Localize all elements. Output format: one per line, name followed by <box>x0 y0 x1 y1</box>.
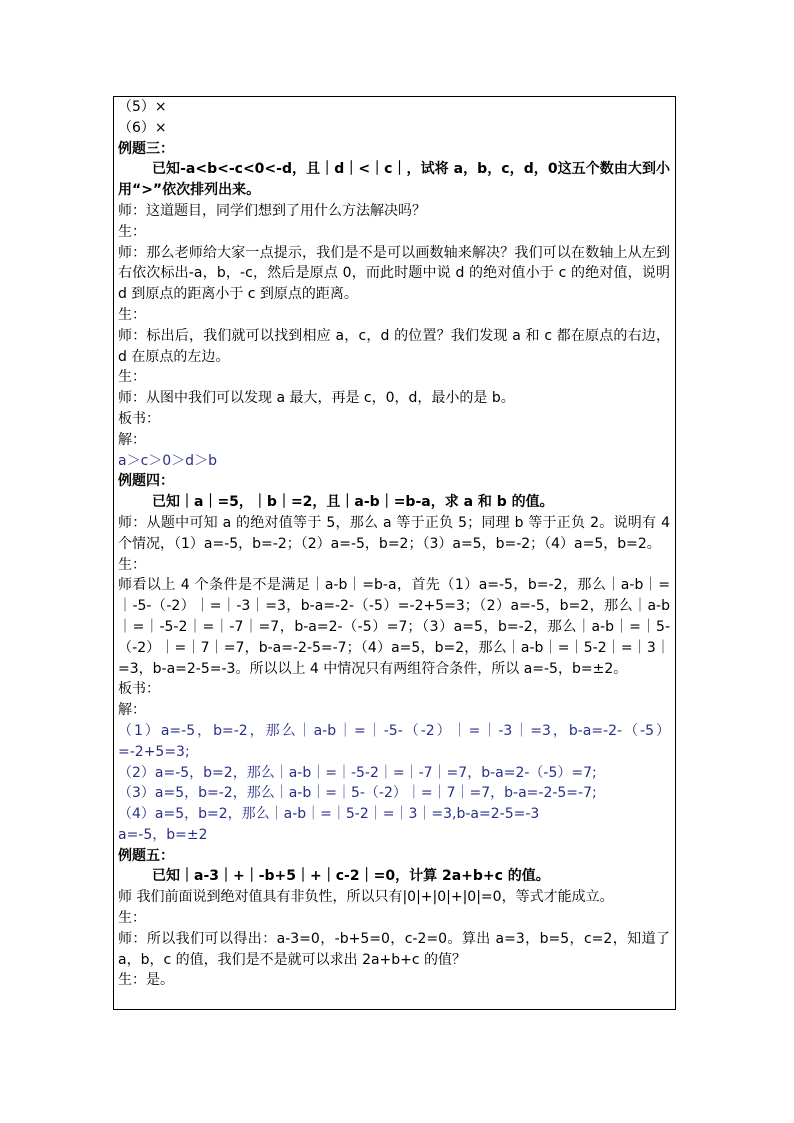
example-4-problem: 已知｜a｜=5，｜b｜=2，且｜a-b｜=b-a，求 a 和 b 的值。 <box>152 494 554 511</box>
solution-order: a＞c＞0＞d＞b <box>118 452 217 469</box>
answer-line-6: （6）× <box>118 119 167 136</box>
example-5-heading: 例题五： <box>118 847 174 864</box>
solution-case-1: （1）a=-5，b=-2，那么｜a-b｜=｜-5-（-2）｜=｜-3｜=3，b-a=-2-（-5）=-2+5=3; <box>118 722 670 760</box>
teacher-line-1: 师：这道题目，同学们想到了用什么方法解决吗？ <box>118 202 426 219</box>
teacher-line-4: 师：从图中我们可以发现 a 最大，再是 c，0，d，最小的是 b。 <box>118 390 515 407</box>
example-5-problem: 已知｜a-3｜+｜-b+5｜+｜c-2｜=0，计算 2a+b+c 的值。 <box>152 868 550 885</box>
teacher-line-3: 师：标出后，我们就可以找到相应 a，c，d 的位置？我们发现 a 和 c 都在原点的右边，d 在原点的左边。 <box>118 327 670 365</box>
solution-label-2: 解： <box>118 702 146 719</box>
document-content <box>118 97 670 991</box>
solution-case-2: （2）a=-5，b=2，那么｜a-b｜=｜-5-2｜=｜-7｜=7，b-a=2-（-5）=7; <box>118 764 597 781</box>
answer-line-5: （5）× <box>118 99 167 115</box>
student-line-5: 生： <box>118 910 146 927</box>
student-line-2: 生： <box>118 306 146 323</box>
student-line-6: 生：是。 <box>118 972 174 989</box>
teacher-line-7: 师 我们前面说到绝对值具有非负性，所以只有|0|+|0|+|0|=0，等式才能成立。 <box>118 889 614 906</box>
solution-case-3: （3）a=5，b=-2，那么｜a-b｜=｜5-（-2）｜=｜7｜=7，b-a=-2-5=-7; <box>118 785 597 802</box>
board-label-2: 板书： <box>118 681 160 698</box>
example-4-heading: 例题四： <box>118 473 174 490</box>
teacher-line-8: 师：所以我们可以得出：a-3=0，-b+5=0，c-2=0。算出 a=3，b=5，c=2，知道了 a，b，c 的值，我们是不是就可以求出 2a+b+c 的值？ <box>118 930 670 968</box>
student-line-3: 生： <box>118 369 146 386</box>
example-3-heading: 例题三： <box>118 140 174 157</box>
teacher-line-5: 师：从题中可知 a 的绝对值等于 5，那么 a 等于正负 5；同理 b 等于正负 2。说明有 4 个情况，（1）a=-5，b=-2；（2）a=-5，b=2；（3）a=5，b=-2；（4）a=5，b=2。 <box>118 514 670 552</box>
student-line-1: 生： <box>118 223 146 240</box>
solution-result: a=-5，b=±2 <box>118 826 208 843</box>
example-3-problem: 已知-a<b<-c<0<-d，且｜d｜<｜c｜，试将 a，b，c，d，0这五个数由大到小用“>”依次排列出来。 <box>118 161 670 199</box>
teacher-line-2: 师：那么老师给大家一点提示，我们是不是可以画数轴来解决？我们可以在数轴上从左到右依次标出-a，b，-c，然后是原点 0，而此时题中说 d 的绝对值小于 c 的绝对值，说明 d 到原点的距离小于 c 到原点的距离。 <box>118 244 670 303</box>
teacher-line-6: 师看以上 4 个条件是不是满足｜a-b｜=b-a，首先（1）a=-5，b=-2，那么｜a-b｜=｜-5-（-2）｜=｜-3｜=3，b-a=-2-（-5）=-2+5=3；（2）a=-5，b=2，那么｜a-b｜=｜-5-2｜=｜-7｜=7，b-a=2-（-5）=7；（3）a=5，b=-2，那么｜a-b｜=｜5-（-2）｜=｜7｜=7，b-a=-2-5=-7；（4）a=5，b=2，那么｜a-b｜=｜5-2｜=｜3｜=3，b-a=2-5=-3。所以以上 4 中情况只有两组符合条件，所以 a=-5，b=±2。 <box>118 577 670 677</box>
student-line-4: 生： <box>118 556 146 573</box>
solution-case-4: （4）a=5，b=2，那么｜a-b｜=｜5-2｜=｜3｜=3,b-a=2-5=-3 <box>118 806 540 823</box>
board-label-1: 板书： <box>118 410 160 427</box>
solution-label-1: 解： <box>118 431 146 448</box>
